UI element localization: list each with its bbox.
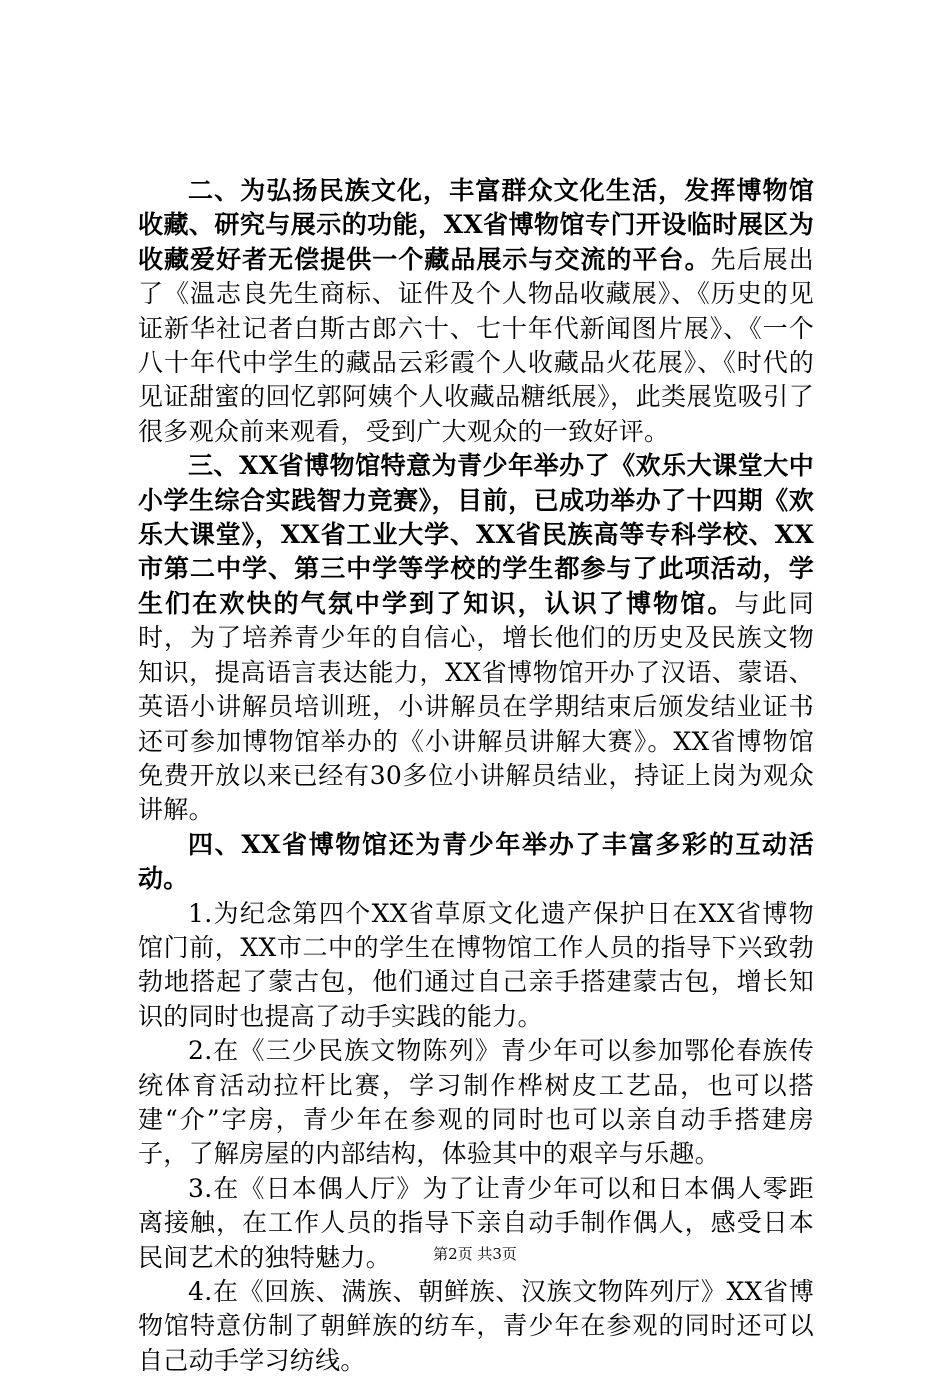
paragraph-lead: 三、XX省博物馆特意为青少年举办了《欢乐大课堂大中小学生综合实践智力竞赛》，目前，已成功举办了十四期《欢乐大课堂》，XX省工业大学、XX省民族高等专科学校、XX市第二中学、第三中学等学校的学生都参与了此项活动，学生们在欢快的气氛中学到了知识，认识了博物馆。	[138, 451, 814, 618]
page-footer: 第2页 共3页	[433, 1245, 517, 1263]
list-item-4	[138, 1275, 814, 1378]
paragraph-lead: 二、为弘扬民族文化，丰富群众文化生活，发挥博物馆收藏、研究与展示的功能，XX省博物馆专门开设临时展区为收藏爱好者无偿提供一个藏品展示与交流的平台。	[138, 176, 814, 274]
paragraph-4	[138, 828, 814, 897]
paragraph-text: 与此同时，为了培养青少年的自信心，增长他们的历史及民族文物知识，提高语言表达能力，XX省博物馆开办了汉语、蒙语、英语小讲解员培训班，小讲解员在学期结束后颁发结业证书还可参加博物馆举办的《小讲解员讲解大赛》。XX省博物馆免费开放以来已经有30多位小讲解员结业，持证上岗为观众讲解。	[138, 588, 814, 825]
paragraph-text: 2.在《三少民族文物陈列》青少年可以参加鄂伦春族传统体育活动拉杆比赛，学习制作桦树皮工艺品，也可以搭建“介”字房，青少年在参观的同时也可以亲自动手搭建房子，了解房屋的内部结构，体验其中的艰辛与乐趣。	[138, 1036, 814, 1169]
document-body	[138, 174, 814, 1378]
paragraph-text: 4.在《回族、满族、朝鲜族、汉族文物阵列厅》XX省博物馆特意仿制了朝鲜族的纺车，青少年在参观的同时还可以自己动手学习纺线。	[138, 1277, 814, 1375]
paragraph-lead: 四、XX省博物馆还为青少年举办了丰富多彩的互动活动。	[138, 829, 814, 894]
paragraph-3	[138, 449, 814, 827]
paragraph-2	[138, 174, 814, 449]
paragraph-text: 先后展出了《温志良先生商标、证件及个人物品收藏展》、《历史的见证新华社记者白斯古郎六十、七十年代新闻图片展》、《一个八十年代中学生的藏品云彩霞个人收藏品火花展》、《时代的见证甜蜜的回忆郭阿姨个人收藏品糖纸展》，此类展览吸引了很多观众前来观看，受到广大观众的一致好评。	[138, 244, 814, 446]
paragraph-text: 3.在《日本偶人厅》为了让青少年可以和日本偶人零距离接触，在工作人员的指导下亲自动手制作偶人，感受日本民间艺术的独特魅力。	[138, 1173, 814, 1272]
list-item-1	[138, 897, 814, 1035]
list-item-2	[138, 1034, 814, 1172]
paragraph-text: 1.为纪念第四个XX省草原文化遗产保护日在XX省博物馆门前，XX市二中的学生在博物馆工作人员的指导下兴致勃勃地搭起了蒙古包，他们通过自己亲手搭建蒙古包，增长知识的同时也提高了动手实践的能力。	[138, 898, 814, 1031]
